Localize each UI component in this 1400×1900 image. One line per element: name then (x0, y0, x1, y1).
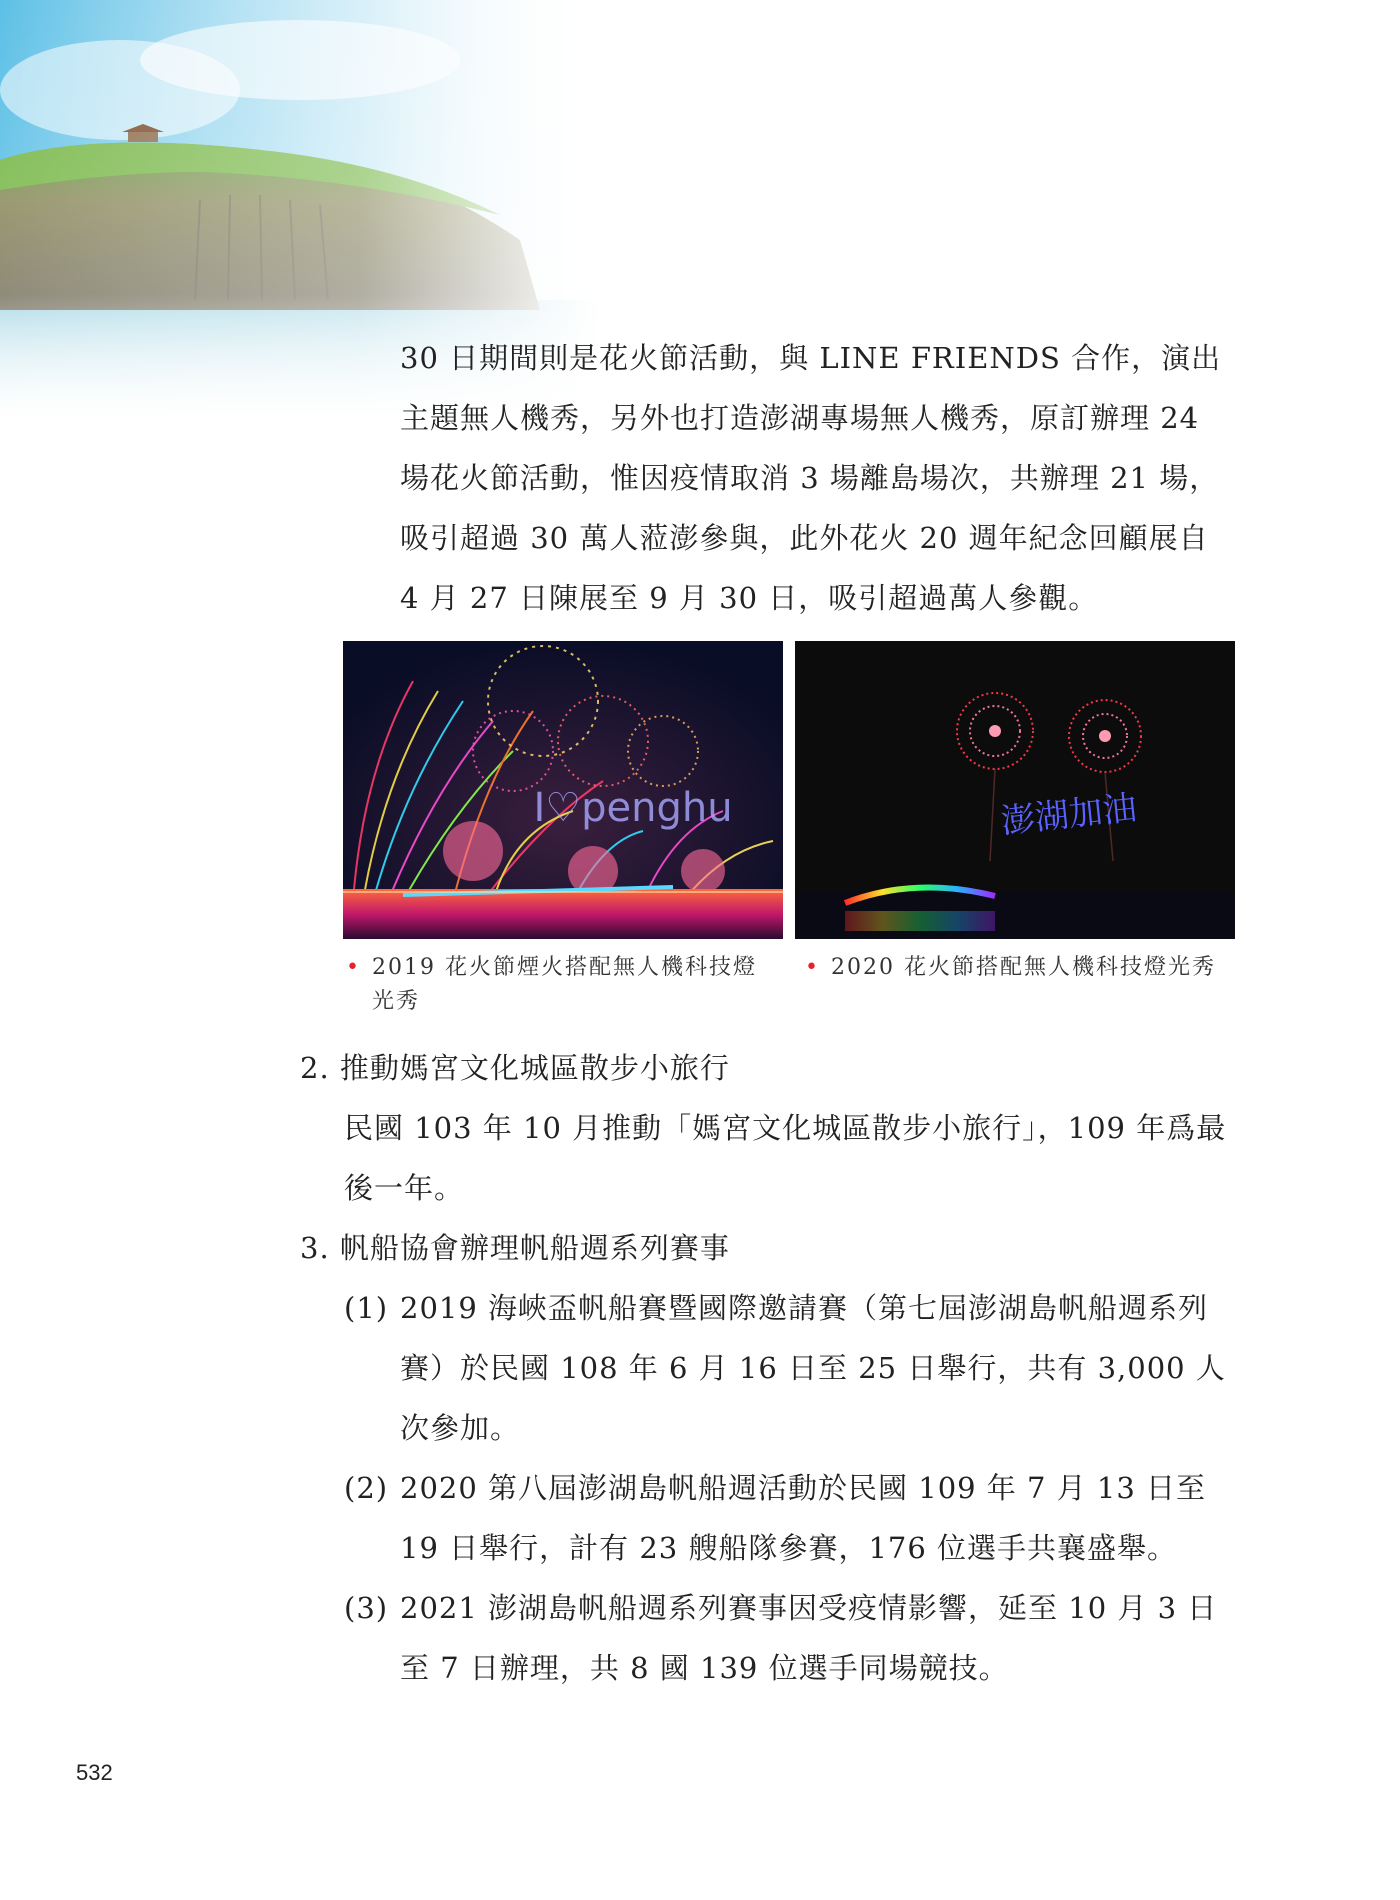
photo-caption-2020: • 2020 花火節搭配無人機科技燈光秀 (805, 951, 1235, 985)
intro-paragraph: 30 日期間則是花火節活動，與 LINE FRIENDS 合作，演出主題無人機秀，另外也打造澎湖專場無人機秀，原訂辦理 24 場花火節活動，惟因疫情取消 3 場離島場次，共辦理 21 場，吸引超過 30 萬人蒞澎參與，此外花火 20 週年紀念回顧展自 4 月 27 日陳展至 9 月 30 日，吸引超過萬人參觀。 (400, 341, 1222, 615)
bullet-icon: • (805, 955, 820, 980)
section-3-item-2: (2) 2020 第八屆澎湖島帆船週活動於民國 109 年 7 月 13 日至 19 日舉行，計有 23 艘船隊參賽，176 位選手共襄盛舉。 (344, 1471, 1207, 1565)
drone-text: 澎湖加油 (999, 788, 1139, 843)
page-number: 532 (76, 1760, 113, 1785)
section-2-heading: 2. 推動媽宮文化城區散步小旅行 (300, 1051, 730, 1085)
section-2-body: 民國 103 年 10 月推動「媽宮文化城區散步小旅行」，109 年爲最後一年。 (344, 1111, 1227, 1205)
bullet-icon: • (346, 955, 361, 980)
drone-show-photo-icon (795, 641, 1235, 939)
section-3-item-3: (3) 2021 澎湖島帆船週系列賽事因受疫情影響，延至 10 月 3 日至 7 日辦理，共 8 國 139 位選手同場競技。 (344, 1591, 1218, 1685)
section-3-item-1: (1) 2019 海峽盃帆船賽暨國際邀請賽（第七屆澎湖島帆船週系列賽）於民國 108 年 6 月 16 日至 25 日舉行，共有 3,000 人次參加。 (344, 1291, 1226, 1445)
drone-text: I♡penghu (533, 785, 733, 831)
fireworks-photo-icon (343, 641, 783, 939)
fireworks-2019-photo (343, 641, 783, 939)
photo-caption-2019: • 2019 花火節煙火搭配無人機科技燈光秀 (346, 951, 776, 1019)
drone-show-2020-photo (795, 641, 1235, 939)
section-3-heading: 3. 帆船協會辦理帆船週系列賽事 (300, 1231, 730, 1265)
